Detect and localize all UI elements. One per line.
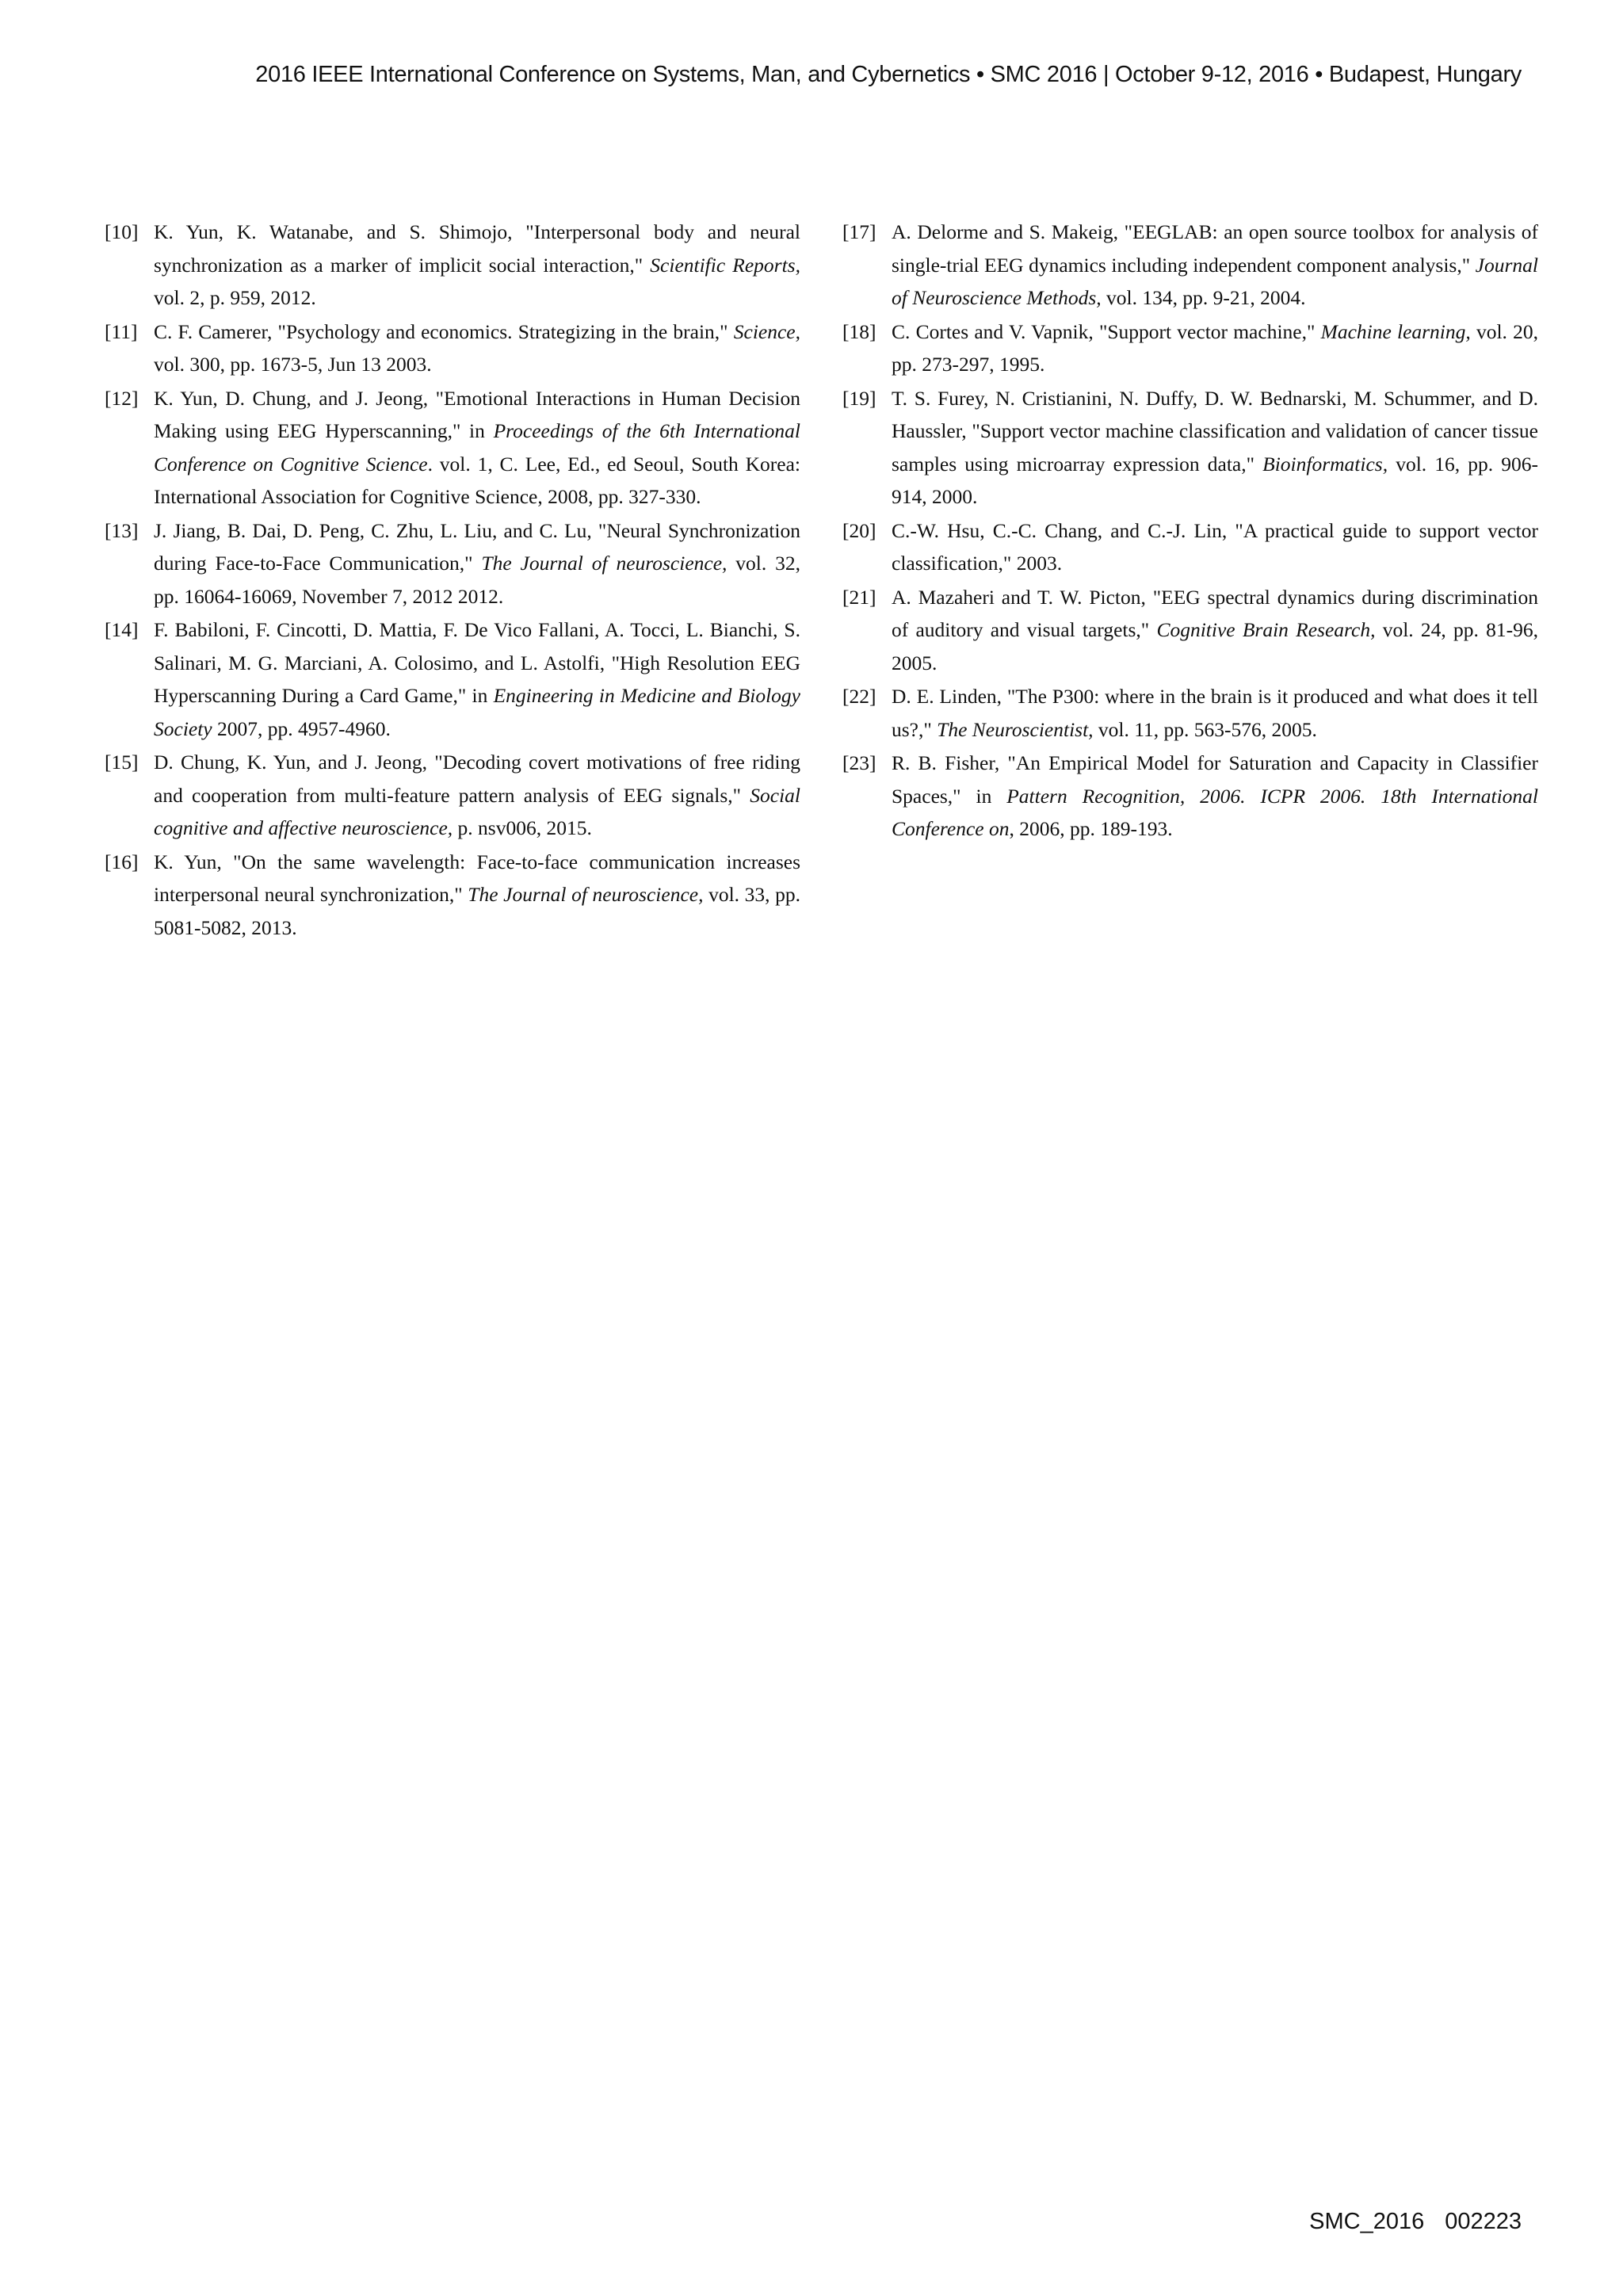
reference-number: [23] [842,751,876,774]
reference-venue: Bioinformatics, [1262,452,1388,476]
reference-details: vol. 33, pp. 5081-5082, 2013. [154,883,800,939]
references-column-left [105,216,800,945]
reference-details: vol. 32, pp. 16064-16069, November 7, 2012 2012. [154,552,800,608]
reference-text: C.-W. Hsu, C.-C. Chang, and C.-J. Lin, "A practical guide to support vector classification," 2003. [892,518,1538,575]
reference-details: vol. 24, pp. 81-96, 2005. [892,618,1539,674]
reference-details: vol. 2, p. 959, 2012. [154,286,316,309]
reference-details: . vol. 1, C. Lee, Ed., ed Seoul, South Korea: International Association for Cognitive Science, 2008, pp. 327-330. [154,452,800,508]
reference-venue: The Neuroscientist, [937,717,1094,741]
reference-number: [18] [842,319,876,343]
reference-text: R. B. Fisher, "An Empirical Model for Saturation and Capacity in Classifier Spaces," in [892,751,1538,808]
reference-number: [21] [842,585,876,609]
reference-number: [20] [842,518,876,542]
reference-venue: Science, [733,319,800,343]
reference-number: [12] [105,386,139,410]
reference-number: [19] [842,386,876,410]
reference-venue: Machine learning, [1320,319,1471,343]
reference-item [105,216,800,315]
reference-item [105,315,800,381]
reference-details: vol. 16, pp. 906-914, 2000. [892,452,1539,508]
reference-item [842,216,1538,315]
reference-item [842,747,1538,846]
reference-item [105,514,800,613]
reference-number: [16] [105,850,139,873]
reference-venue: Engineering in Medicine and Biology Society [154,684,800,740]
reference-item [105,846,800,945]
reference-number: [22] [842,685,876,708]
reference-details: vol. 20, pp. 273-297, 1995. [892,319,1539,376]
reference-item [842,680,1538,746]
reference-text: K. Yun, K. Watanabe, and S. Shimojo, "Interpersonal body and neural synchronization as a marker of implicit social interaction," [154,220,800,277]
reference-item [105,613,800,745]
conference-code: SMC_2016 [1309,2209,1425,2234]
references-column-right [842,216,1538,846]
reference-number: [10] [105,220,139,243]
reference-venue: Proceedings of the 6th International Conference on Cognitive Science [154,419,800,476]
reference-text: C. Cortes and V. Vapnik, "Support vector machine," [892,319,1321,343]
reference-number: [14] [105,618,139,641]
reference-text: T. S. Furey, N. Cristianini, N. Duffy, D. W. Bednarski, M. Schummer, and D. Haussler, "Support vector machine classification and validation of cancer tissue samples using microarray expression data," [892,386,1538,476]
reference-details: vol. 134, pp. 9-21, 2004. [1101,286,1306,309]
reference-details: p. nsv006, 2015. [453,816,592,839]
running-head: 2016 IEEE International Conference on Systems, Man, and Cybernetics • SMC 2016 | October 9-12, 2016 • Budapest, Hungary [255,62,1522,87]
reference-text: F. Babiloni, F. Cincotti, D. Mattia, F. De Vico Fallani, A. Tocci, L. Bianchi, S. Salinari, M. G. Marciani, A. Colosimo, and L. Astolfi, "High Resolution EEG Hyperscanning During a Card Game," in [154,618,800,707]
reference-item [842,581,1538,680]
reference-item [105,382,800,514]
reference-venue: The Journal of neuroscience, [468,883,704,906]
reference-item [842,514,1538,580]
reference-number: [11] [105,319,138,343]
page-footer [1309,2209,1522,2235]
reference-item [842,382,1538,514]
reference-item [105,746,800,845]
reference-venue: Scientific Reports, [650,253,800,277]
reference-item [842,315,1538,381]
reference-text: D. E. Linden, "The P300: where in the brain is it produced and what does it tell us?," [892,685,1538,741]
reference-number: [15] [105,751,139,774]
reference-number: [13] [105,518,139,542]
reference-text: A. Mazaheri and T. W. Picton, "EEG spectral dynamics during discrimination of auditory and visual targets," [892,585,1538,641]
reference-text: C. F. Camerer, "Psychology and economics. Strategizing in the brain," [154,319,734,343]
reference-text: D. Chung, K. Yun, and J. Jeong, "Decoding covert motivations of free riding and cooperation from multi-feature pattern analysis of EEG signals," [154,751,800,807]
reference-number: [17] [842,220,876,243]
reference-text: K. Yun, "On the same wavelength: Face-to-face communication increases interpersonal neural synchronization," [154,850,800,906]
reference-details: 2007, pp. 4957-4960. [212,716,391,740]
reference-venue: Cognitive Brain Research, [1156,618,1376,641]
reference-details: vol. 300, pp. 1673-5, Jun 13 2003. [154,353,432,376]
page-number: 002223 [1445,2209,1522,2234]
reference-venue: Journal of Neuroscience Methods, [892,253,1538,309]
reference-text: J. Jiang, B. Dai, D. Peng, C. Zhu, L. Liu, and C. Lu, "Neural Synchronization during Face-to-Face Communication," [154,518,800,575]
reference-venue: Social cognitive and affective neuroscience, [154,783,800,839]
reference-details: , 2006, pp. 189-193. [1009,817,1173,840]
reference-details: vol. 11, pp. 563-576, 2005. [1093,717,1317,741]
reference-text: A. Delorme and S. Makeig, "EEGLAB: an open source toolbox for analysis of single-trial EEG dynamics including independent component analysis," [892,220,1538,277]
reference-text: K. Yun, D. Chung, and J. Jeong, "Emotional Interactions in Human Decision Making using EEG Hyperscanning," in [154,386,800,442]
reference-venue: Pattern Recognition, 2006. ICPR 2006. 18th International Conference on [892,784,1539,840]
reference-venue: The Journal of neuroscience, [481,552,727,575]
